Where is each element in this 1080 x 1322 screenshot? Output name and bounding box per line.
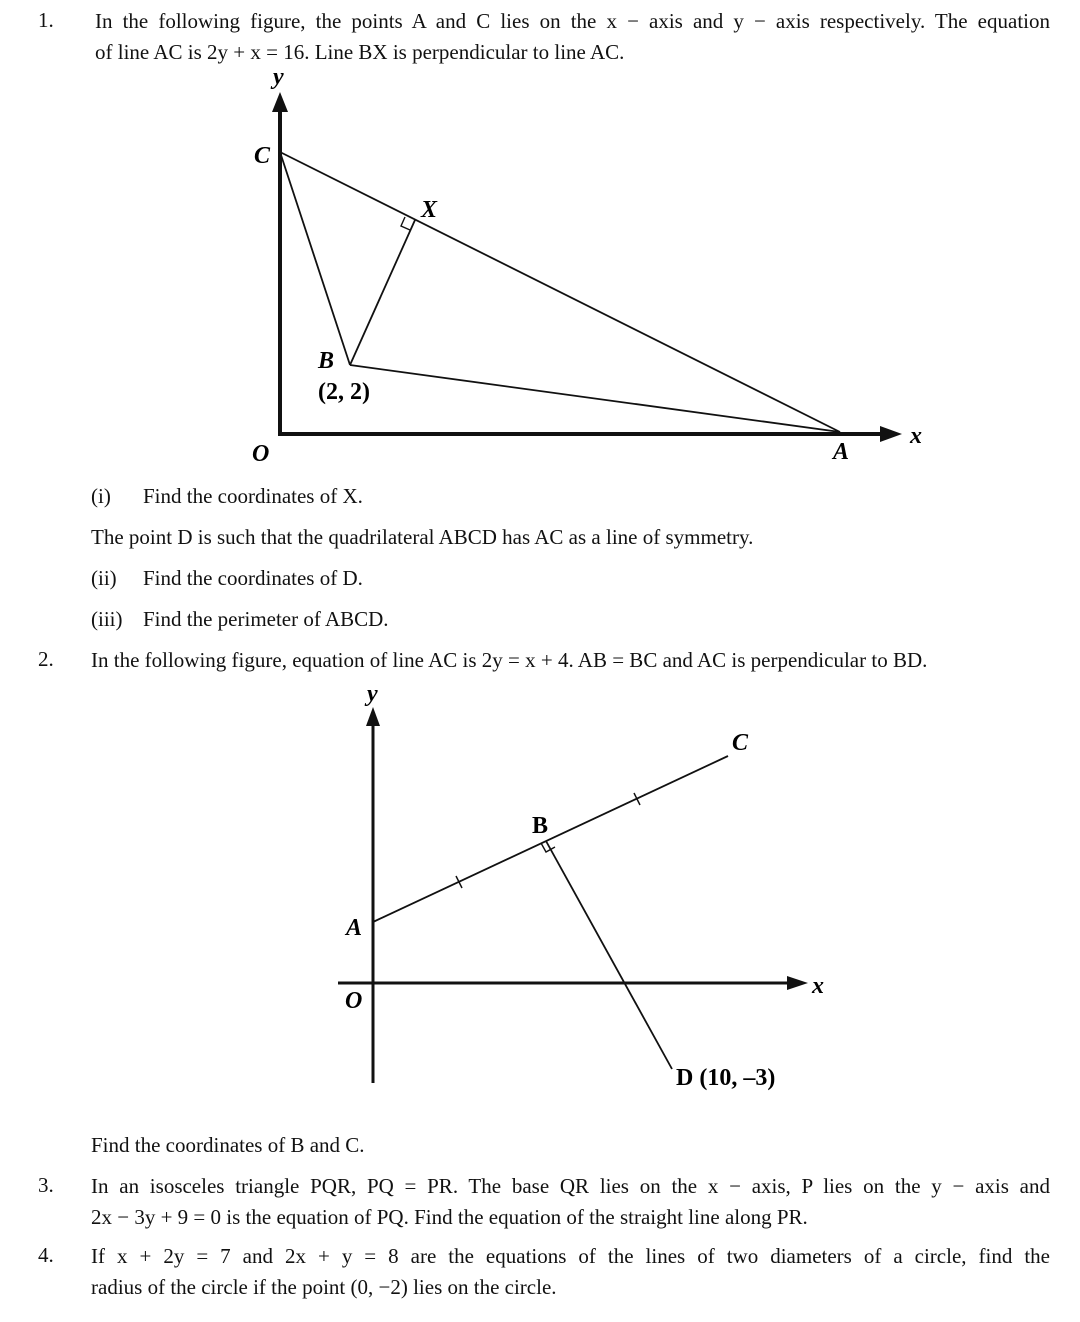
q2-y-arrowhead xyxy=(366,707,380,726)
q1-right-angle-mark xyxy=(401,217,410,230)
q2-text-line1: In the following figure, equation of line AC is 2y = x + 4. AB = BC and AC is perpendicular to BD. xyxy=(91,648,928,672)
q1-number: 1. xyxy=(38,8,54,32)
q2-x-arrowhead xyxy=(787,976,808,990)
q2-label-d: D (10, –3) xyxy=(676,1065,776,1091)
q1-label-b: B xyxy=(318,348,335,374)
q2-question: Find the coordinates of B and C. xyxy=(91,1133,365,1157)
q4-text-line2: radius of the circle if the point (0, −2) lies on the circle. xyxy=(91,1275,557,1299)
q2-label-b: B xyxy=(532,813,549,839)
q1-part-iii: Find the perimeter of ABCD. xyxy=(143,607,389,631)
q1-line-ba xyxy=(350,365,840,432)
q3-number: 3. xyxy=(38,1173,54,1197)
q1-part-ii: Find the coordinates of D. xyxy=(143,566,363,590)
q2-diagram xyxy=(338,707,808,1083)
q2-line-ac xyxy=(373,756,728,922)
q1-label-b-coords: (2, 2) xyxy=(318,379,370,405)
q1-part-iii-label: (iii) xyxy=(91,607,123,631)
q3-text-line1: In an isosceles triangle PQR, PQ = PR. The base QR lies on the x − axis, P lies on the y − axis and xyxy=(91,1174,1050,1198)
q1-part-i: Find the coordinates of X. xyxy=(143,484,363,508)
q1-text-line1: In the following figure, the points A and C lies on the x − axis and y − axis respectively. The equation xyxy=(95,9,1050,33)
q2-label-origin: O xyxy=(345,988,363,1014)
q1-line-bx xyxy=(350,220,415,365)
q1-label-x-point: X xyxy=(421,197,438,223)
q1-label-y: y xyxy=(273,64,284,90)
q2-label-c: C xyxy=(732,730,749,756)
q1-x-arrowhead xyxy=(880,426,902,442)
q1-statement: The point D is such that the quadrilateral ABCD has AC as a line of symmetry. xyxy=(91,525,754,549)
q1-text-line2: of line AC is 2y + x = 16. Line BX is perpendicular to line AC. xyxy=(95,40,625,64)
q2-number: 2. xyxy=(38,647,54,671)
q1-part-i-label: (i) xyxy=(91,484,111,508)
q1-label-origin: O xyxy=(252,441,270,467)
q2-label-x-axis: x xyxy=(812,973,824,999)
q2-label-a: A xyxy=(346,915,363,941)
q4-text-line1: If x + 2y = 7 and 2x + y = 8 are the equations of the lines of two diameters of a circle, find the xyxy=(91,1244,1050,1268)
q1-y-arrowhead xyxy=(272,92,288,112)
q3-text-line2: 2x − 3y + 9 = 0 is the equation of PQ. Find the equation of the straight line along PR. xyxy=(91,1205,808,1229)
q2-label-y: y xyxy=(367,681,378,707)
q1-label-c: C xyxy=(254,143,271,169)
q1-line-cb xyxy=(280,152,350,365)
q1-part-ii-label: (ii) xyxy=(91,566,117,590)
q1-label-a: A xyxy=(833,439,850,465)
q2-line-bd xyxy=(546,841,672,1069)
q1-label-x-axis: x xyxy=(910,423,922,449)
q4-number: 4. xyxy=(38,1243,54,1267)
